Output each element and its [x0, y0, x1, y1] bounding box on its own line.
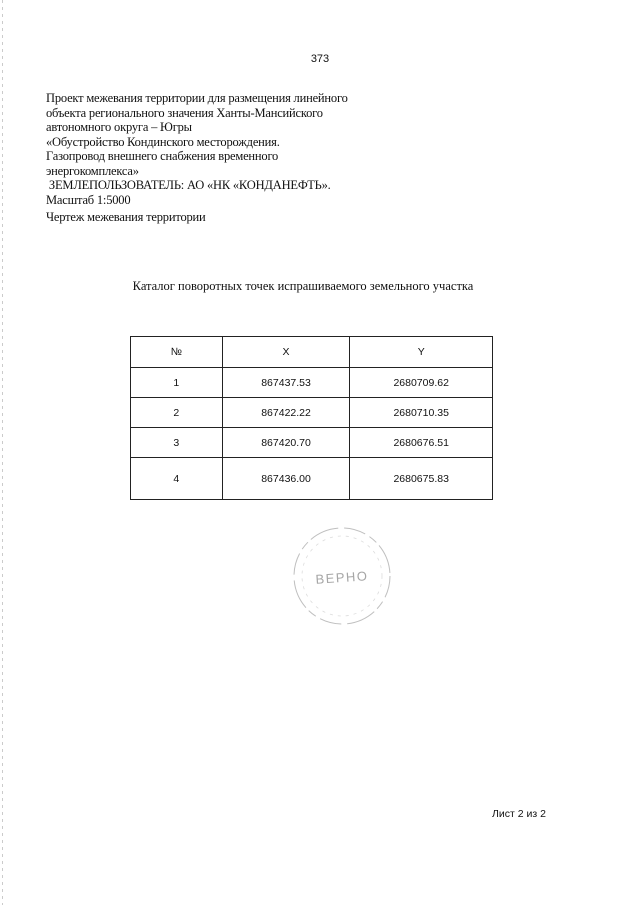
point-number: 1	[131, 368, 223, 398]
point-y: 2680709.62	[350, 368, 493, 398]
catalog-title: Каталог поворотных точек испрашиваемого земельного участка	[132, 279, 474, 293]
table-row	[131, 428, 493, 458]
header-line: Проект межевания территории для размещения линейного	[46, 91, 348, 105]
point-x: 867436.00	[222, 458, 350, 500]
page-number: 373	[310, 53, 330, 65]
point-x: 867422.22	[222, 398, 350, 428]
coordinates-table	[130, 336, 493, 500]
header-line: энергокомплекса»	[46, 163, 139, 178]
table-header-row	[131, 337, 493, 368]
column-header-x: X	[222, 337, 350, 368]
header-line: «Обустройство Кондинского месторождения.	[46, 134, 280, 149]
table-row	[131, 458, 493, 500]
header-line: Масштаб 1:5000	[46, 192, 131, 207]
header-line: ЗЕМЛЕПОЛЬЗОВАТЕЛЬ: АО «НК «КОНДАНЕФТЬ».	[46, 178, 331, 192]
header-line: Чертеж межевания территории	[46, 210, 206, 224]
point-y: 2680676.51	[350, 428, 493, 458]
point-number: 3	[131, 428, 223, 458]
point-y: 2680710.35	[350, 398, 493, 428]
point-number: 4	[131, 458, 223, 500]
header-line: объекта регионального значения Ханты-Мансийского	[46, 105, 323, 120]
sheet-label: Лист 2 из 2	[492, 808, 546, 820]
stamp-text: ВЕРНО	[314, 568, 369, 587]
point-number: 2	[131, 398, 223, 428]
document-header	[46, 91, 386, 225]
point-x: 867437.53	[222, 368, 350, 398]
header-line: автономного округа – Югры	[46, 120, 192, 134]
header-line: Газопровод внешнего снабжения временного	[46, 149, 279, 163]
point-y: 2680675.83	[350, 458, 493, 500]
column-header-y: Y	[350, 337, 493, 368]
column-header-number: №	[131, 337, 223, 368]
table-row	[131, 398, 493, 428]
point-x: 867420.70	[222, 428, 350, 458]
scan-edge	[2, 0, 3, 905]
table-row	[131, 368, 493, 398]
faded-stamp	[282, 514, 402, 634]
